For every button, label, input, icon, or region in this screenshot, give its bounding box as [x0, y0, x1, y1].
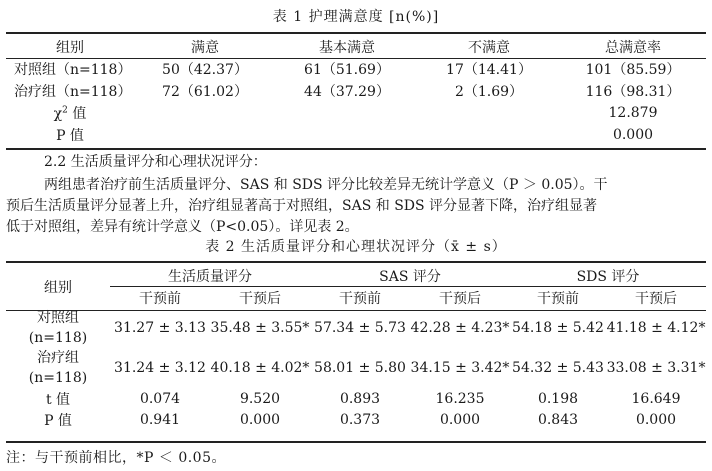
group-n: (n=118): [28, 370, 88, 386]
group-n: (n=118): [28, 330, 88, 346]
table-cell: 57.34 ± 5.73: [314, 320, 406, 336]
table-cell: 31.24 ± 3.12: [114, 360, 206, 376]
table-cell: 50（42.37）: [162, 62, 248, 78]
table1-caption: 表 1 护理满意度 [n(%)]: [272, 9, 440, 25]
table1-header-satisfied: 满意: [191, 40, 219, 56]
table1-header-basic: 基本满意: [319, 40, 375, 56]
table2: [6, 265, 706, 430]
p-value: 0.941: [139, 411, 181, 428]
table2-caption: 表 2 生活质量评分和心理状况评分（x̄ ± s）: [205, 239, 507, 255]
subheader-after: 干预后: [439, 290, 481, 307]
chi-symbol: χ: [53, 106, 63, 122]
table-cell: 2（1.69）: [454, 84, 524, 100]
chi-square-row: [6, 102, 706, 124]
paragraph-line: 低于对照组，差异有统计学意义（P<0.05）。详见表 2。: [6, 219, 359, 235]
table-cell: 54.32 ± 5.43: [512, 360, 604, 376]
subheader-before: 干预前: [537, 290, 579, 307]
table-cell: 42.28 ± 4.23*: [410, 320, 510, 336]
t-value-row: [6, 388, 706, 409]
paragraph-line: 两组患者治疗前生活质量评分、SAS 和 SDS 评分比较差异无统计学意义（P ＞ 0.05）。干: [44, 177, 608, 193]
table-cell: 35.48 ± 3.55*: [210, 320, 310, 336]
row-group-label: 对照组（n=118）: [14, 62, 132, 78]
t-value-label: t 值: [45, 391, 71, 408]
chi-superscript: 2: [62, 105, 68, 116]
table1-bottom-rule: [6, 148, 706, 150]
chi-square-label: [6, 102, 134, 124]
chi-square-value: 12.879: [608, 105, 658, 121]
table1-header-group: 组别: [56, 40, 84, 56]
table-cell: 101（85.59）: [585, 62, 681, 78]
table1: [6, 36, 706, 146]
p-value: 0.000: [239, 411, 281, 428]
table2-header-row: [6, 265, 706, 287]
p-value-row: [6, 124, 706, 146]
table-cell: 72（61.02）: [162, 84, 248, 100]
col-group-sas: SAS 评分: [310, 265, 510, 287]
t-value: 16.649: [631, 390, 681, 407]
p-value-row: [6, 409, 706, 430]
section-heading: 2.2 生活质量评分和心理状况评分：: [44, 154, 267, 170]
table-row: [6, 58, 706, 80]
p-value-label: P 值: [44, 412, 72, 429]
table2-top-rule: [6, 261, 706, 263]
p-value: 0.000: [635, 411, 677, 428]
col-group-quality: 生活质量评分: [110, 265, 310, 287]
table1-header-total: 总满意率: [605, 40, 661, 56]
row-group-label: 治疗组（n=118）: [14, 84, 132, 100]
p-value: 0.373: [339, 411, 381, 428]
t-value: 0.198: [537, 390, 579, 407]
table-cell: 31.27 ± 3.13: [114, 320, 206, 336]
t-value: 0.893: [339, 390, 381, 407]
t-value: 16.235: [435, 390, 485, 407]
table-row: [6, 80, 706, 102]
p-value-label: P 值: [56, 128, 84, 144]
table-cell: 34.15 ± 3.42*: [410, 360, 510, 376]
chi-suffix: 值: [72, 106, 87, 122]
table-cell: 116（98.31）: [585, 84, 681, 100]
table2-group-header: 组别: [44, 279, 72, 296]
table-cell: 17（14.41）: [446, 62, 532, 78]
table-cell: 58.01 ± 5.80: [314, 360, 406, 376]
t-value: 0.074: [139, 390, 181, 407]
subheader-before: 干预前: [339, 290, 381, 307]
p-value: 0.843: [537, 411, 579, 428]
table-cell: 44（37.29）: [304, 84, 390, 100]
subheader-after: 干预后: [635, 290, 677, 307]
table-cell: 61（51.69）: [304, 62, 390, 78]
table-cell: 41.18 ± 4.12*: [606, 320, 706, 336]
table2-bottom-rule: [6, 441, 706, 443]
paragraph-line: 预后生活质量评分显著上升，治疗组显著高于对照组，SAS 和 SDS 评分显著下降，治疗组显著: [6, 198, 598, 214]
table-note: 注：与干预前相比，*P ＜ 0.05。: [6, 450, 226, 466]
row-group-label: [6, 308, 110, 348]
subheader-before: 干预前: [139, 290, 181, 307]
table-cell: 40.18 ± 4.02*: [210, 360, 310, 376]
table1-header-row: [6, 36, 706, 58]
subheader-after: 干预后: [239, 290, 281, 307]
group-name: 治疗组: [37, 350, 79, 366]
p-value: 0.000: [439, 411, 481, 428]
table2-subheader-row: [6, 287, 706, 309]
table-cell: 33.08 ± 3.31*: [606, 360, 706, 376]
table1-top-rule: [6, 32, 706, 34]
t-value: 9.520: [239, 390, 281, 407]
row-group-label: [6, 348, 110, 388]
table-cell: 54.18 ± 5.42: [512, 320, 604, 336]
col-group-sds: SDS 评分: [510, 265, 706, 287]
group-name: 对照组: [37, 310, 79, 326]
table1-header-unsatisfied: 不满意: [468, 40, 510, 56]
p-value: 0.000: [612, 127, 654, 143]
